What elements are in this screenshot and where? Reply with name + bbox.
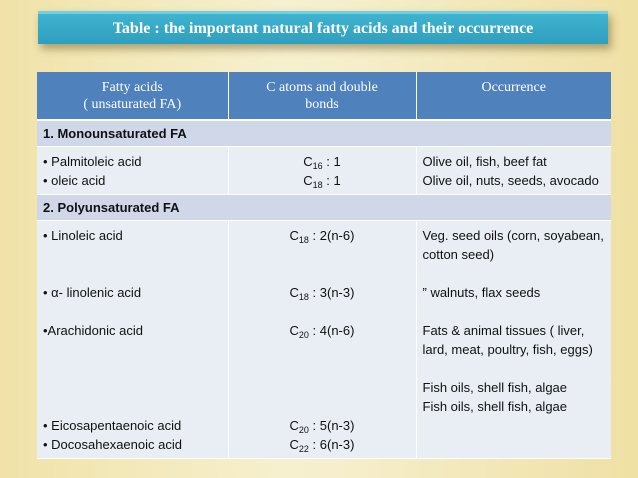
formula: $C_{16}$ : 1 [303, 154, 341, 171]
formula: $C_{20}$ : 4(n-6) [289, 323, 355, 340]
formula: $C_{18}$ : 3(n-3) [289, 285, 355, 302]
header-fatty-acids-line1: Fatty acids [101, 80, 163, 95]
table-row [37, 147, 611, 195]
fatty-acids-table [37, 72, 611, 459]
slide-title: Table : the important natural fatty acids and their occurrence [38, 11, 608, 44]
table-row [37, 221, 611, 459]
fatty-acid-name: •Arachidonic acid [43, 323, 143, 338]
fatty-acid-name: • α- linolenic acid [43, 285, 142, 300]
formula: $C_{18}$ : 2(n-6) [289, 228, 355, 245]
fatty-acid-names [37, 221, 228, 459]
formula: $C_{20}$ : 5(n-3) [289, 418, 355, 435]
section-polyunsaturated [37, 195, 611, 221]
occurrence-text: Veg. seed oils (corn, soyabean, cotton seed) [422, 228, 604, 262]
header-c-atoms-line2: bonds [305, 97, 339, 112]
occurrence-text: Fish oils, shell fish, algae [422, 380, 568, 395]
fatty-acid-names [37, 147, 228, 195]
occurrence-text: Olive oil, fish, beef fat [422, 154, 547, 169]
fatty-acid-name: • Palmitoleic acid [43, 154, 142, 169]
occurrence-text: ” walnuts, flax seeds [422, 285, 541, 300]
header-fatty-acids-line2: ( unsaturated FA) [83, 97, 182, 112]
section-label: 1. Monounsaturated FA [37, 120, 611, 147]
header-occurrence: Occurrence [416, 72, 611, 120]
fatty-acid-name: • Linoleic acid [43, 228, 123, 243]
occurrence [416, 147, 611, 195]
header-c-atoms [228, 72, 416, 120]
carbon-bonds [228, 221, 416, 459]
header-c-atoms-line1: C atoms and double [266, 80, 378, 95]
occurrence [416, 221, 611, 459]
section-label: 2. Polyunsaturated FA [37, 195, 611, 221]
carbon-bonds [228, 147, 416, 195]
occurrence-text: Fish oils, shell fish, algae [422, 399, 568, 414]
fatty-acid-name: • Eicosapentaenoic acid [43, 418, 182, 433]
header-fatty-acids [37, 72, 228, 120]
fatty-acid-name: • Docosahexaenoic acid [43, 437, 182, 452]
formula: $C_{18}$ : 1 [303, 173, 341, 190]
formula: $C_{22}$ : 6(n-3) [289, 437, 355, 454]
fatty-acid-name: • oleic acid [43, 173, 106, 188]
occurrence-text: Olive oil, nuts, seeds, avocado [422, 173, 599, 188]
section-monounsaturated [37, 120, 611, 147]
table-header-row [37, 72, 611, 120]
occurrence-text: Fats & animal tissues ( liver, lard, meat, poultry, fish, eggs) [422, 323, 593, 357]
